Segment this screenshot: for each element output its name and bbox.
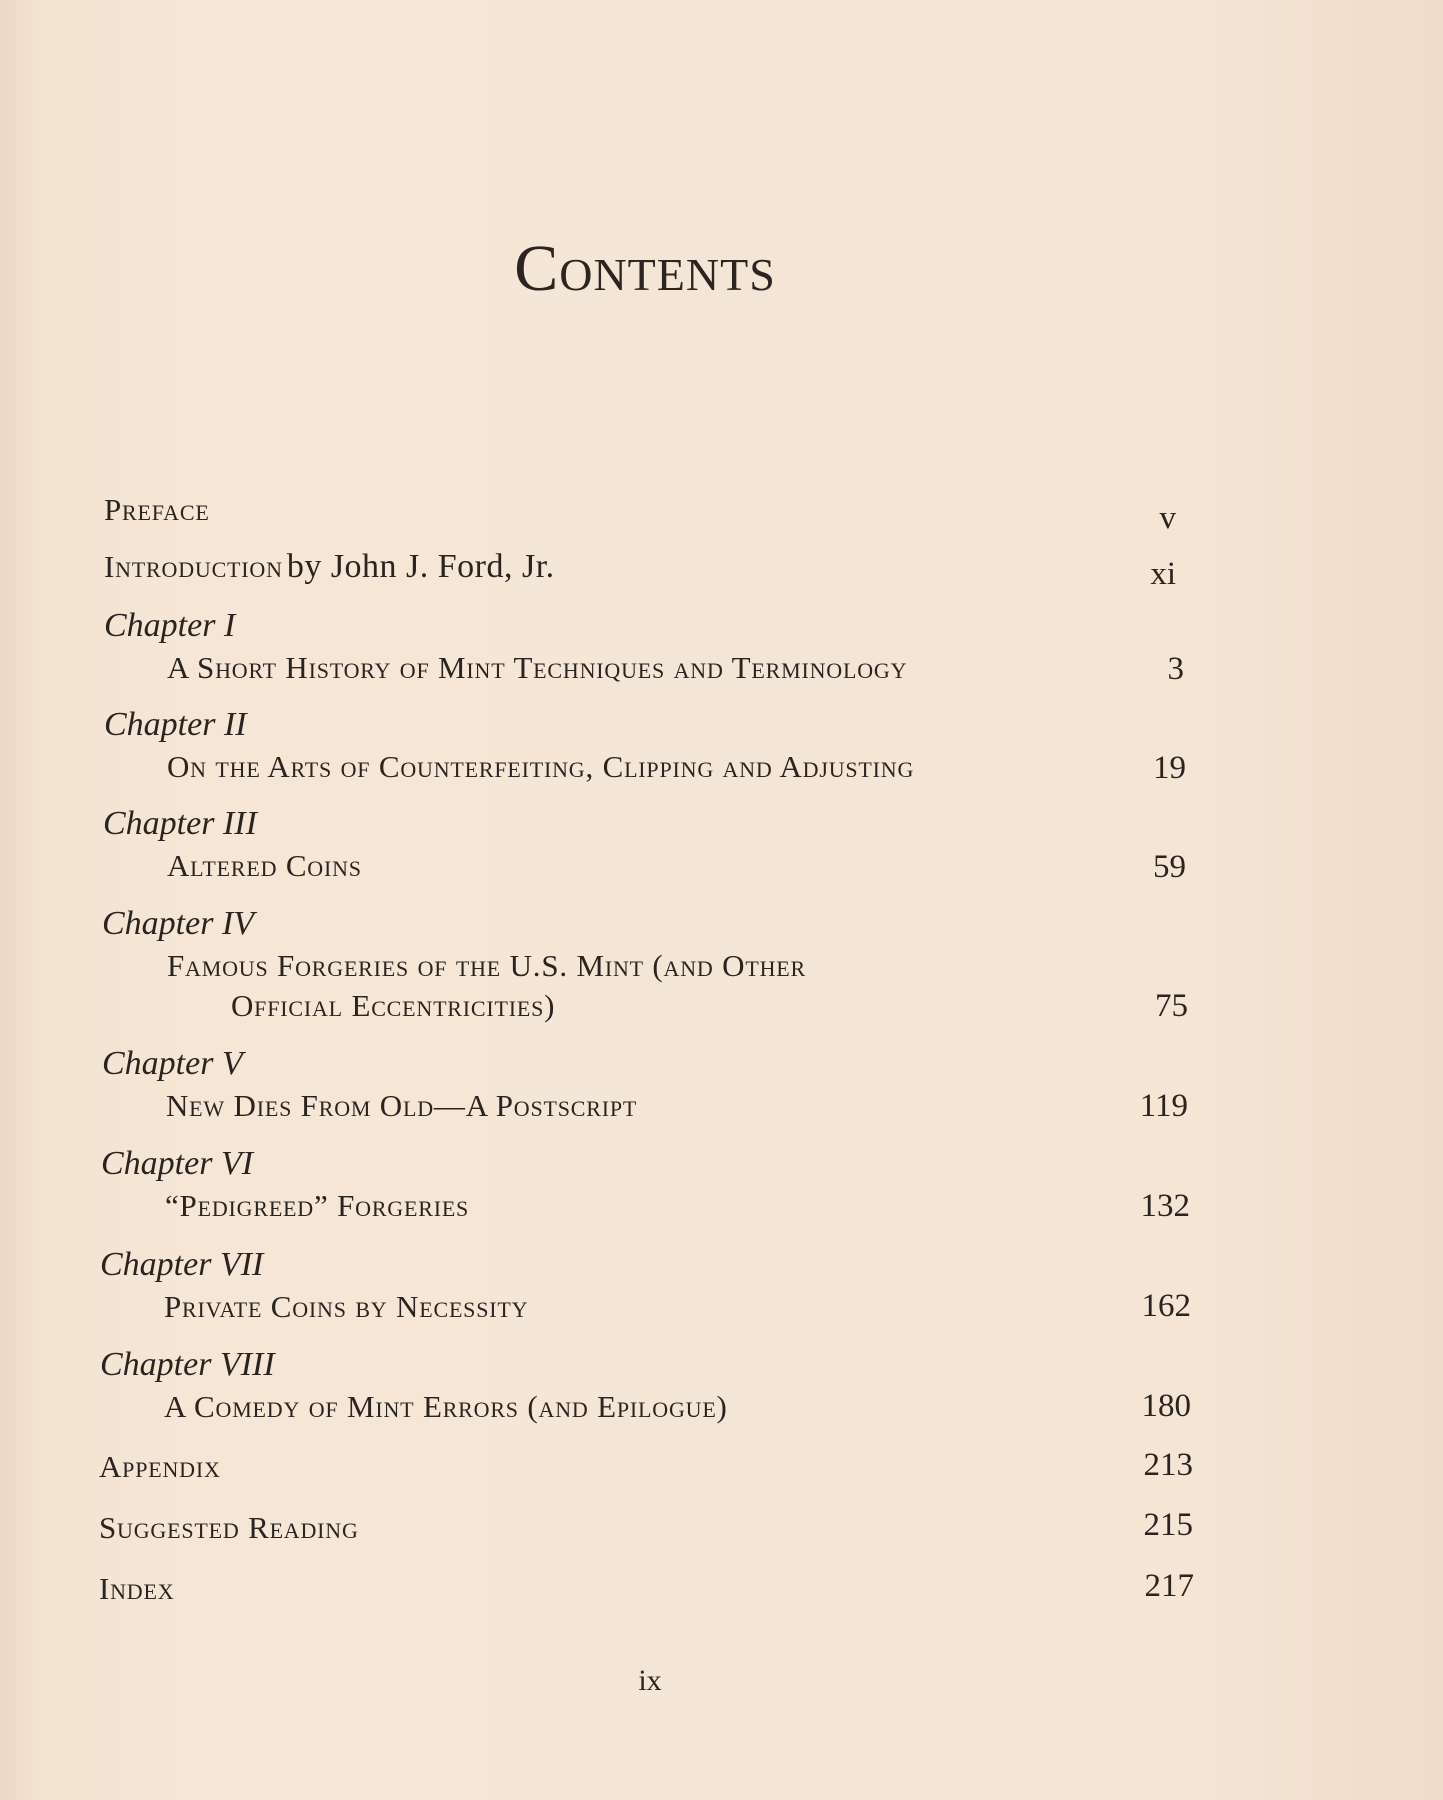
toc-chapter-5-title: New Dies From Old—A Postscript: [166, 1088, 638, 1123]
page-number: ix: [638, 1664, 662, 1697]
toc-chapter-1-page: 3: [1167, 651, 1184, 687]
toc-chapter-2-title: On the Arts of Counterfeiting, Clipping and Adjusting: [167, 749, 915, 784]
toc-chapter-3-page: 59: [1153, 849, 1186, 885]
toc-introduction-page: xi: [1150, 556, 1176, 592]
toc-preface-page: v: [1159, 500, 1176, 536]
toc-chapter-6-page: 132: [1140, 1188, 1190, 1224]
toc-introduction: [104, 550, 555, 584]
toc-chapter-4-label: Chapter IV: [102, 905, 255, 942]
toc-chapter-1-label: Chapter I: [104, 607, 236, 644]
toc-chapter-8-label: Chapter VIII: [100, 1346, 275, 1383]
toc-chapter-2-page: 19: [1153, 750, 1186, 786]
toc-chapter-3-title: Altered Coins: [167, 848, 362, 883]
toc-introduction-author: by John J. Ford, Jr.: [286, 548, 555, 585]
toc-chapter-7-title: Private Coins by Necessity: [164, 1289, 529, 1324]
toc-chapter-6-label: Chapter VI: [101, 1145, 254, 1182]
page-title: Contents: [514, 232, 776, 305]
toc-appendix-page: 213: [1143, 1447, 1193, 1483]
toc-chapter-1-title: A Short History of Mint Techniques and Terminology: [167, 650, 908, 685]
toc-chapter-4-title-line2: Official Eccentricities): [231, 988, 556, 1023]
toc-index-page: 217: [1144, 1568, 1194, 1604]
toc-chapter-5-page: 119: [1139, 1088, 1188, 1124]
toc-chapter-3-label: Chapter III: [103, 805, 257, 842]
toc-index-label: Index: [99, 1571, 175, 1606]
toc-chapter-8-page: 180: [1141, 1388, 1191, 1424]
toc-chapter-7-label: Chapter VII: [100, 1246, 264, 1283]
toc-chapter-4-page: 75: [1155, 988, 1188, 1024]
toc-chapter-2-label: Chapter II: [104, 706, 247, 743]
toc-preface-label: Preface: [104, 492, 210, 527]
toc-chapter-7-page: 162: [1141, 1288, 1191, 1324]
toc-chapter-6-title: “Pedigreed” Forgeries: [165, 1188, 470, 1223]
toc-chapter-4-title-line1: Famous Forgeries of the U.S. Mint (and Other: [167, 948, 806, 983]
toc-suggested-reading-page: 215: [1143, 1507, 1193, 1543]
toc-chapter-5-label: Chapter V: [102, 1045, 243, 1082]
toc-introduction-label: Introduction: [104, 549, 283, 584]
toc-suggested-reading-label: Suggested Reading: [99, 1510, 359, 1545]
toc-chapter-8-title: A Comedy of Mint Errors (and Epilogue): [164, 1389, 728, 1424]
toc-appendix-label: Appendix: [99, 1449, 221, 1484]
